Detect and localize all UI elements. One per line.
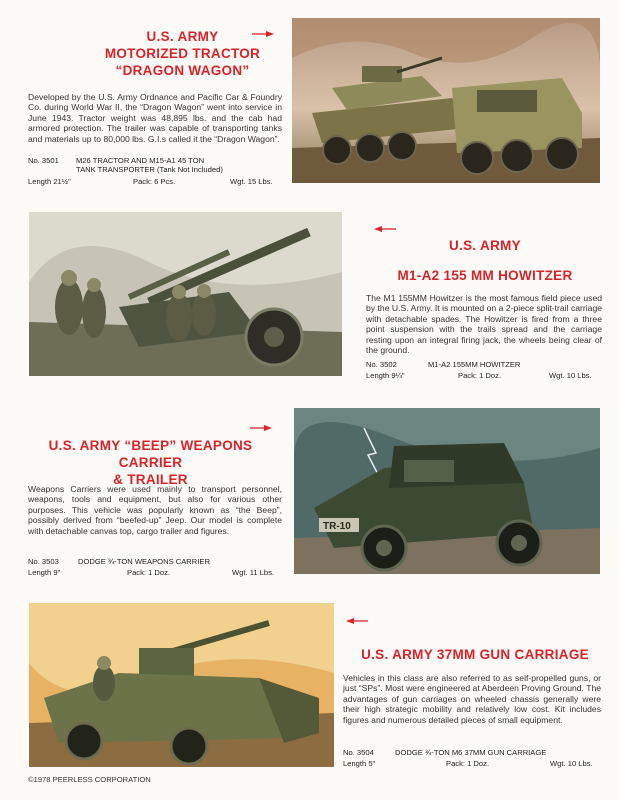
- product-length: Length 9¼": [366, 371, 405, 380]
- section-title: [28, 437, 273, 488]
- title-line: MOTORIZED TRACTOR: [104, 46, 261, 61]
- section-title: [360, 646, 590, 663]
- weapons-carrier-illustration: [294, 408, 600, 574]
- product-name: DODGE ¾-TON M6 37MM GUN CARRIAGE: [395, 748, 547, 757]
- title-line: & TRAILER: [113, 472, 188, 487]
- product-length: Length 5": [343, 759, 376, 768]
- red-arrow-icon: [374, 225, 396, 233]
- red-arrow-icon: [346, 617, 368, 625]
- product-weight: Wgt. 11 Lbs.: [232, 568, 275, 577]
- product-pack: Pack: 6 Pcs.: [133, 177, 176, 186]
- product-pack: Pack: 1 Doz.: [446, 759, 490, 768]
- product-pack: Pack: 1 Doz.: [127, 568, 171, 577]
- title-line: U.S. ARMY: [146, 29, 219, 44]
- red-arrow-icon: [252, 30, 274, 38]
- product-spec: [366, 360, 602, 382]
- title-line: U.S. ARMY 37MM GUN CARRIAGE: [361, 647, 589, 662]
- dragon-wagon-illustration: [292, 18, 600, 183]
- product-length: Length 21½": [28, 177, 71, 186]
- section-description: Weapons Carriers were used mainly to transport personnel, weapons, tools and equipment, but also for various other purposes. This vehicle was popularly known as “the Beep”, possibly derived from “beefed-up” Jeep. Our model is complete with detachable canvas top, cargo trailer and figures.: [28, 484, 282, 536]
- gun-carriage-illustration: [29, 603, 334, 767]
- section-title: [430, 237, 540, 254]
- red-arrow-icon: [250, 424, 272, 432]
- product-length: Length 9": [28, 568, 61, 577]
- title-line: M1-A2 155 MM HOWITZER: [397, 268, 573, 283]
- product-number: No. 3503: [28, 557, 59, 566]
- product-number: No. 3504: [343, 748, 374, 757]
- product-number: No. 3502: [366, 360, 397, 369]
- copyright-footer: ©1978 PEERLESS CORPORATION: [28, 775, 151, 784]
- section-description: Vehicles in this class are also referred to as self-propelled guns, or just “SPs”. Most were engineered at Aberdeen Proving Ground. The advantages of gun carriages on wheeled chassis generally were their high strategic mobility and relatively low cost. Kit includes figures and numerous detailed pieces of small equipment.: [343, 673, 601, 725]
- section-subtitle: [380, 267, 590, 284]
- title-line: U.S. ARMY: [449, 238, 521, 253]
- section-description: The M1 155MM Howitzer is the most famous field piece used by the U.S. Army. It is mounted on a 2-piece split-trail carriage with detachable spades. The Howitzer is fired from a three point suspension with the trails spread and the carriage resting upon an integral firing jack, the wheels being clear of the ground.: [366, 293, 602, 356]
- product-weight: Wgt. 10 Lbs.: [549, 371, 592, 380]
- howitzer-illustration: [29, 212, 342, 376]
- product-weight: Wgt. 15 Lbs.: [230, 177, 273, 186]
- product-weight: Wgt. 10 Lbs.: [550, 759, 593, 768]
- section-description: Developed by the U.S. Army Ordnance and Pacific Car & Foundry Co. during World War II, the “Dragon Wagon” went into service in June 1943. Tractor weight was 48,895 lbs. and the cab had armored protection. The trailer was capable of transporting tanks and materials up to 80,000 lbs. G.I.s called it the “Dragon Wagon”.: [28, 92, 282, 144]
- product-name: M1-A2 155MM HOWITZER: [428, 360, 521, 369]
- product-number: No. 3501: [28, 156, 59, 165]
- title-line: “DRAGON WAGON”: [115, 63, 250, 78]
- product-spec: [28, 156, 283, 188]
- title-line: U.S. ARMY “BEEP” WEAPONS CARRIER: [48, 438, 253, 470]
- product-spec: [28, 557, 282, 579]
- product-spec: [343, 748, 601, 770]
- product-name: DODGE ¾-TON WEAPONS CARRIER: [78, 557, 210, 566]
- product-pack: Pack: 1 Doz.: [458, 371, 502, 380]
- product-name: M26 TRACTOR AND M15-A1 45 TON: [76, 156, 205, 165]
- section-title: [100, 28, 265, 79]
- vehicle-marking: TR-10: [323, 521, 351, 532]
- product-name: TANK TRANSPORTER (Tank Not Included): [76, 165, 223, 174]
